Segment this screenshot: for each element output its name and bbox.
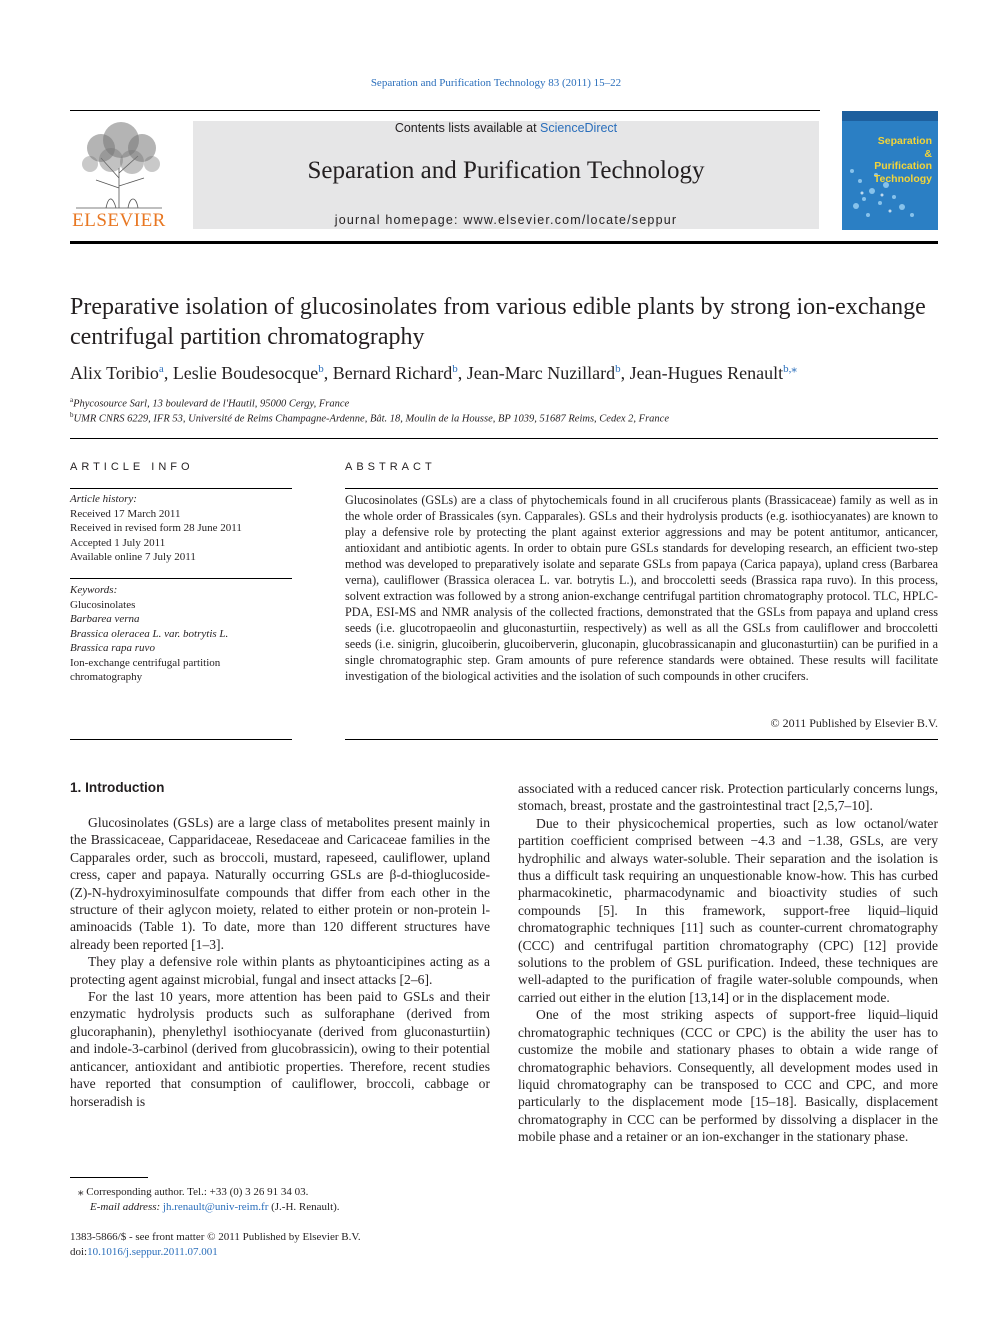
body-paragraph: Due to their physicochemical properties, such as low octanol/water partition coefficient comprised between −4.3 and −1.38, GSLs, are very hydrophilic and always water-soluble. Their separation and the isolation is thus a difficult task requiring an unquestionable know-how. This has curbed pharmacokinetic, pharmacodynamic and bioactivity studies of such compounds [5]. In this framework, support-free liquid–liquid chromatographic techniques [11] such as counter-current chromatography (CCC) and centrifugal partition chromatography (CPC) [12] provide solutions to the problem of GSL purification. Indeed, these techniques are well-adapted to the purification of fragile water-soluble compounds, when carried out either in the elution [13,14] or in the displacement mode. bbox=[518, 815, 938, 1005]
author-name[interactable]: Jean-Hugues Renault bbox=[629, 363, 784, 383]
keyword-item: Glucosinolates bbox=[70, 598, 136, 611]
author-name[interactable]: Jean-Marc Nuzillard bbox=[466, 363, 616, 383]
left-body-column bbox=[70, 814, 490, 1110]
affiliation-text: UMR CNRS 6229, IFR 53, Université de Reims Champagne-Ardenne, Bât. 18, Moulin de la Housse, BP 1039, 51687 Reims, Cedex 2, France bbox=[73, 413, 669, 425]
history-item: Received 17 March 2011 bbox=[70, 507, 181, 520]
publication-info bbox=[70, 1230, 490, 1260]
journal-cover-thumbnail[interactable] bbox=[842, 111, 938, 230]
author-name[interactable]: Bernard Richard bbox=[332, 363, 453, 383]
history-item: Available online 7 July 2011 bbox=[70, 551, 196, 563]
author-name[interactable]: Alix Toribio bbox=[70, 363, 159, 383]
article-title: Preparative isolation of glucosinolates from various edible plants by strong ion-exchange centrifugal partition chromatography bbox=[70, 294, 926, 350]
section-heading-introduction: 1. Introduction bbox=[70, 780, 165, 795]
keyword-item: Barbarea verna bbox=[70, 613, 140, 625]
footnote-rule bbox=[70, 1177, 148, 1178]
email-suffix: (J.-H. Renault). bbox=[268, 1201, 340, 1213]
keyword-item: Brassica rapa ruvo bbox=[70, 642, 155, 654]
abstract-text: Glucosinolates (GSLs) are a class of phytochemicals found in all cruciferous plants (Brassicaceae) family as well as in the whole order of Brassicales (syn. Capparales). GSLs and their hydrolysis products (e.g. isothiocyanates) are known to play a defensive role by protecting the plant against exterior aggressions and may be potent antitumor, anticancer, antioxidant and antibiotic agents. In order to obtain pure GSLs standards for developing research, an efficient two-step method was developed to preparatively isolate and separate GSLs from papaya (Carica papaya), upland cress (Barbarea verna), cauliflower (Brassica oleracea L. var. botrytis L.), and broccoletti seeds (Brassica rapa ruvo). In this process, solvent extraction was followed by a strong anion-exchange centrifugal partition chromatography protocol. TLC, HPLC-PDA, ESI-MS and NMR analysis of the collected fractions, demonstrated that the GSLs from papaya and upland cress seeds (i.e. glucotropaeolin and gluconasturtiin, respectively) as well as all the GSLs from cauliflower and broccoletti seeds (i.e. sinigrin, glucoiberin, glucoiberverin, gluconapin, glucobrassicanapin and gluconasturtiin) can be purified in a single chromatographic step. Gram amounts of pure reference standards were obtained. These results will facilitate investigation of the biological activities and the isolation of such compounds in other crucifers. bbox=[345, 493, 938, 683]
abstract-heading: ABSTRACT bbox=[345, 461, 436, 473]
elsevier-logo[interactable] bbox=[66, 118, 172, 234]
cover-title: Separation & Purification Technology bbox=[873, 135, 932, 185]
body-paragraph: Glucosinolates (GSLs) are a large class of metabolites present mainly in the Brassicaceae, Capparidaceae, Resedaceae and Caricaceae families in the Capparales order, such as broccoli, mustard, rapeseed, cauliflower, upland cress, caper and papaya. Naturally occurring GSLs are β-d-thioglucoside-(Z)-N-hydroxyiminosulfate compounds that differ from each other in the structure of their aglycon moiety, related to either protein or non-protein l-aminoacids (Table 1). To date, more than 120 different structures have already been reported [1–3]. bbox=[70, 815, 490, 952]
author-list: Alix Toribio$^a$, Leslie Boudesocque$^b$, Bernard Richard$^b$, Jean-Marc Nuzillard$^b$, Jean-Hugues Renault$^{b,⁎}$ bbox=[70, 363, 797, 383]
keywords-label: Keywords: bbox=[70, 584, 118, 596]
corresponding-author-note: ⁎ Corresponding author. Tel.: +33 (0) 3 26 91 34 03. bbox=[78, 1186, 309, 1198]
journal-title: Separation and Purification Technology bbox=[307, 157, 705, 184]
homepage-prefix: journal homepage: bbox=[334, 213, 464, 227]
email-label: E-mail address: bbox=[90, 1201, 163, 1213]
keyword-item: chromatography bbox=[70, 671, 143, 683]
history-item: Accepted 1 July 2011 bbox=[70, 536, 166, 549]
author-affiliation-mark[interactable]: b,⁎ bbox=[783, 363, 797, 375]
affiliation-mark: b bbox=[70, 411, 74, 419]
sciencedirect-link[interactable]: ScienceDirect bbox=[540, 121, 618, 135]
author-affiliation-mark[interactable]: b bbox=[318, 363, 324, 375]
keyword-item: Brassica oleracea L. var. botrytis L. bbox=[70, 627, 229, 640]
article-history bbox=[70, 492, 292, 565]
keywords-rule bbox=[70, 578, 292, 579]
author-affiliation-mark[interactable]: b bbox=[615, 363, 621, 375]
abstract-bottom-rule bbox=[345, 739, 938, 740]
homepage-line bbox=[193, 213, 819, 227]
history-label: Article history: bbox=[70, 493, 137, 505]
author-affiliation-mark[interactable]: b bbox=[452, 363, 458, 375]
keyword-item: Ion-exchange centrifugal partition bbox=[70, 656, 221, 669]
affiliation-mark: a bbox=[70, 396, 74, 404]
doi-label: doi: bbox=[70, 1246, 88, 1258]
right-body-column bbox=[518, 780, 938, 1146]
article-info-heading: ARTICLE INFO bbox=[70, 461, 194, 473]
abstract-rule bbox=[345, 488, 938, 489]
homepage-link[interactable]: www.elsevier.com/locate/seppur bbox=[463, 213, 678, 227]
affiliation-b bbox=[70, 411, 669, 425]
header-top-rule bbox=[70, 110, 820, 111]
publisher-wordmark: ELSEVIER bbox=[72, 210, 166, 231]
info-bottom-rule bbox=[70, 739, 292, 740]
contents-line bbox=[193, 121, 819, 135]
journal-header-box bbox=[193, 121, 819, 229]
title-divider bbox=[70, 438, 938, 439]
header-thick-rule bbox=[70, 241, 938, 244]
history-item: Received in revised form 28 June 2011 bbox=[70, 522, 242, 534]
footnotes bbox=[70, 1185, 490, 1215]
contents-prefix: Contents lists available at bbox=[394, 121, 541, 135]
body-paragraph: One of the most striking aspects of support-free liquid–liquid chromatographic techniques (CCC or CPC) is the ability the user has to customize the mobile and stationary phases to obtain a wide range of chromatographic behaviors. Consequently, all development modes used in liquid chromatography can be transposed to CCC and CPC, and more particularly to the displacement mode [15–18]. Basically, displacement chromatography in CCC can be performed by dissolving a displacer in the mobile phase and a retainer or an ion-exchanger in the stationary phase. bbox=[518, 1007, 938, 1145]
journal-reference[interactable]: Separation and Purification Technology 83 (2011) 15–22 bbox=[370, 77, 622, 89]
affiliation-a bbox=[70, 396, 349, 410]
elsevier-tree-icon bbox=[66, 118, 172, 214]
keywords-block bbox=[70, 583, 292, 685]
affiliation-text: Phycosource Sarl, 13 boulevard de l'Hautil, 95000 Cergy, France bbox=[73, 398, 350, 410]
issn-line: 1383-5866/$ - see front matter © 2011 Published by Elsevier B.V. bbox=[70, 1231, 361, 1243]
body-paragraph: For the last 10 years, more attention has been paid to GSLs and their enzymatic hydrolysis products such as sulforaphane (derived from glucoraphanin), phenylethyl isothiocyanate (derived from gluconasturtiin) and indole-3-carbinol (derived from glucobrassicin), owing to their potential anticancer, antioxidant and antibiotic properties. Therefore, recent studies have reported that consumption of cauliflower, broccoli, cabbage or horseradish is bbox=[70, 989, 490, 1109]
doi-line bbox=[70, 1245, 490, 1260]
article-info-rule bbox=[70, 488, 292, 489]
body-paragraph: associated with a reduced cancer risk. Protection particularly concerns lungs, stomach, breast, prostate and the gastrointestinal tract [2,5,7–10]. bbox=[518, 781, 938, 814]
email-note bbox=[70, 1200, 490, 1215]
author-affiliation-mark[interactable]: a bbox=[158, 363, 164, 375]
copyright-line: © 2011 Published by Elsevier B.V. bbox=[770, 716, 938, 730]
author-name[interactable]: Leslie Boudesocque bbox=[172, 363, 319, 383]
doi-link[interactable]: 10.1016/j.seppur.2011.07.001 bbox=[87, 1246, 218, 1258]
body-paragraph: They play a defensive role within plants as phytoanticipines acting as a protecting agent against microbial, fungal and insect attacks [2–6]. bbox=[70, 954, 490, 987]
email-link[interactable]: jh.renault@univ-reim.fr bbox=[162, 1201, 269, 1213]
